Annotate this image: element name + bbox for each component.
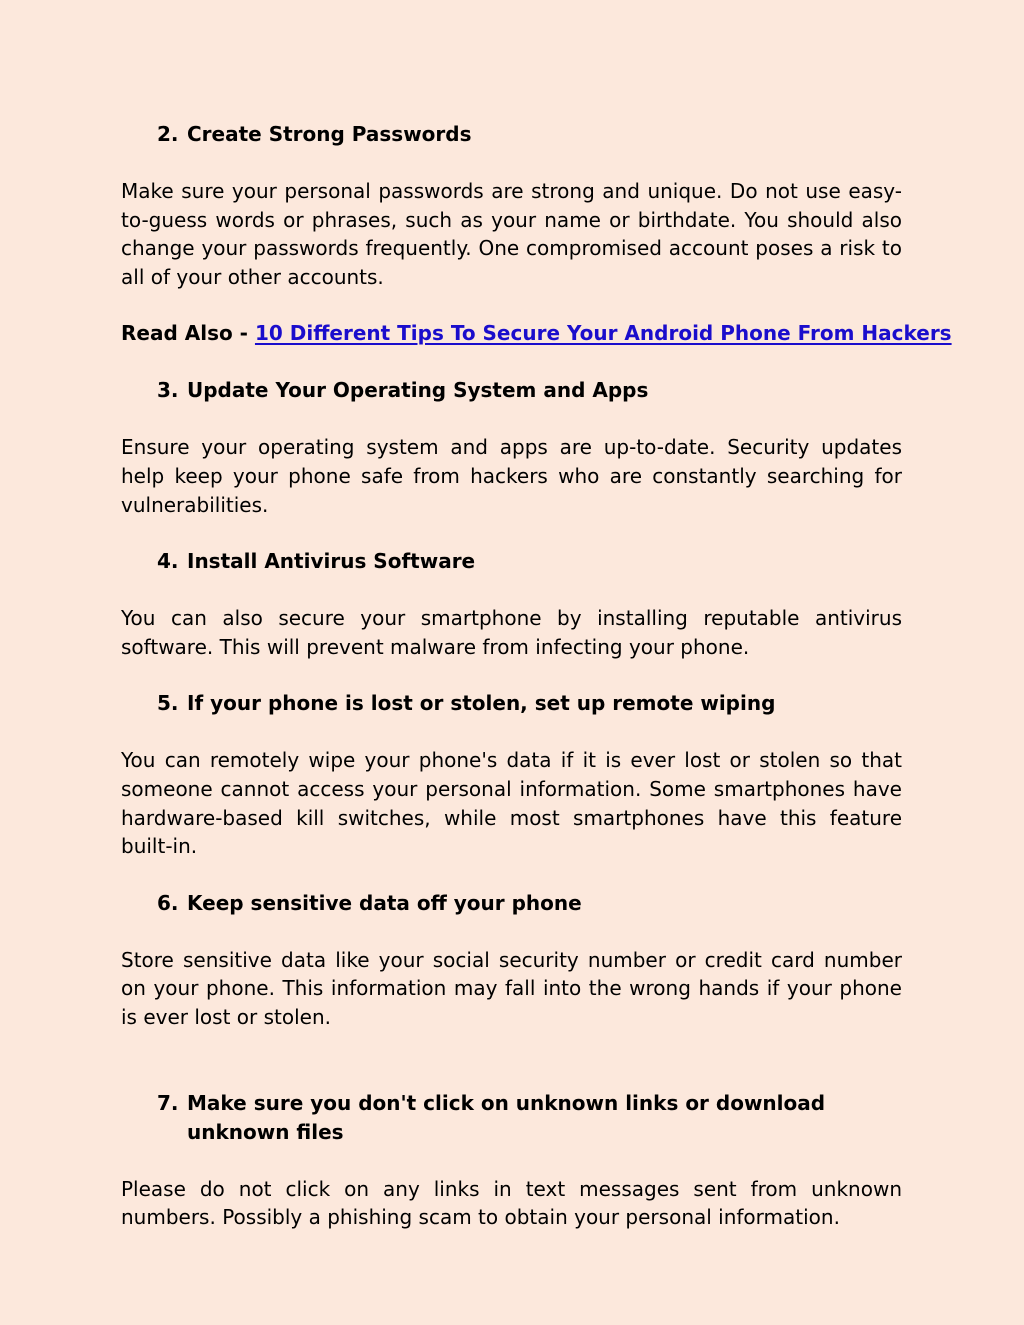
document-content xyxy=(121,120,952,1260)
section-heading-unknown-links xyxy=(157,1089,902,1147)
section-number: 4. xyxy=(157,549,179,574)
section-title: Make sure you don't click on unknown links or download unknown files xyxy=(187,1090,826,1144)
section-body-unknown-links: Please do not click on any links in text messages sent from unknown numbers. Possibly a phishing scam to obtain your personal information. xyxy=(121,1176,902,1230)
section-heading-sensitive-data xyxy=(157,889,902,918)
section-title: Install Antivirus Software xyxy=(187,549,476,574)
section-title: Keep sensitive data off your phone xyxy=(187,890,582,915)
section-title: If your phone is lost or stolen, set up remote wiping xyxy=(187,691,776,716)
section-body-install-antivirus: You can also secure your smartphone by installing reputable antivirus software. This will prevent malware from infecting your phone. xyxy=(121,606,902,659)
read-also-link[interactable]: 10 Different Tips To Secure Your Android Phone From Hackers xyxy=(254,321,952,346)
read-also-line xyxy=(121,319,952,348)
section-title: Create Strong Passwords xyxy=(187,122,472,146)
section-heading-create-strong-passwords xyxy=(157,120,902,149)
section-body-sensitive-data: Store sensitive data like your social security number or credit card number on your phone. This information may fall into the wrong hands if your phone is ever lost or stolen. xyxy=(121,947,902,1029)
section-heading-update-os-and-apps xyxy=(157,376,902,405)
section-heading-remote-wiping xyxy=(157,689,902,718)
section-body-remote-wiping: You can remotely wipe your phone's data if it is ever lost or stolen so that someone cannot access your personal information. Some smartphones have hardware-based kill switches, while most smartphones have this feature built-in. xyxy=(121,748,902,859)
section-number: 6. xyxy=(157,890,179,915)
section-number: 5. xyxy=(157,691,179,716)
section-heading-install-antivirus xyxy=(157,547,902,576)
section-body-create-strong-passwords: Make sure your personal passwords are strong and unique. Do not use easy-to-guess words or phrases, such as your name or birthdate. You should also change your passwords frequently. One compromised account poses a risk to all of your other accounts. xyxy=(121,179,902,289)
section-number: 3. xyxy=(157,378,179,403)
section-title: Update Your Operating System and Apps xyxy=(187,378,649,403)
spacer xyxy=(121,1060,902,1089)
read-also-label: Read Also - xyxy=(121,321,255,346)
section-number: 2. xyxy=(157,122,179,146)
section-body-update-os-and-apps: Ensure your operating system and apps are up-to-date. Security updates help keep your phone safe from hackers who are constantly searching for vulnerabilities. xyxy=(121,435,902,517)
section-number: 7. xyxy=(157,1090,179,1115)
